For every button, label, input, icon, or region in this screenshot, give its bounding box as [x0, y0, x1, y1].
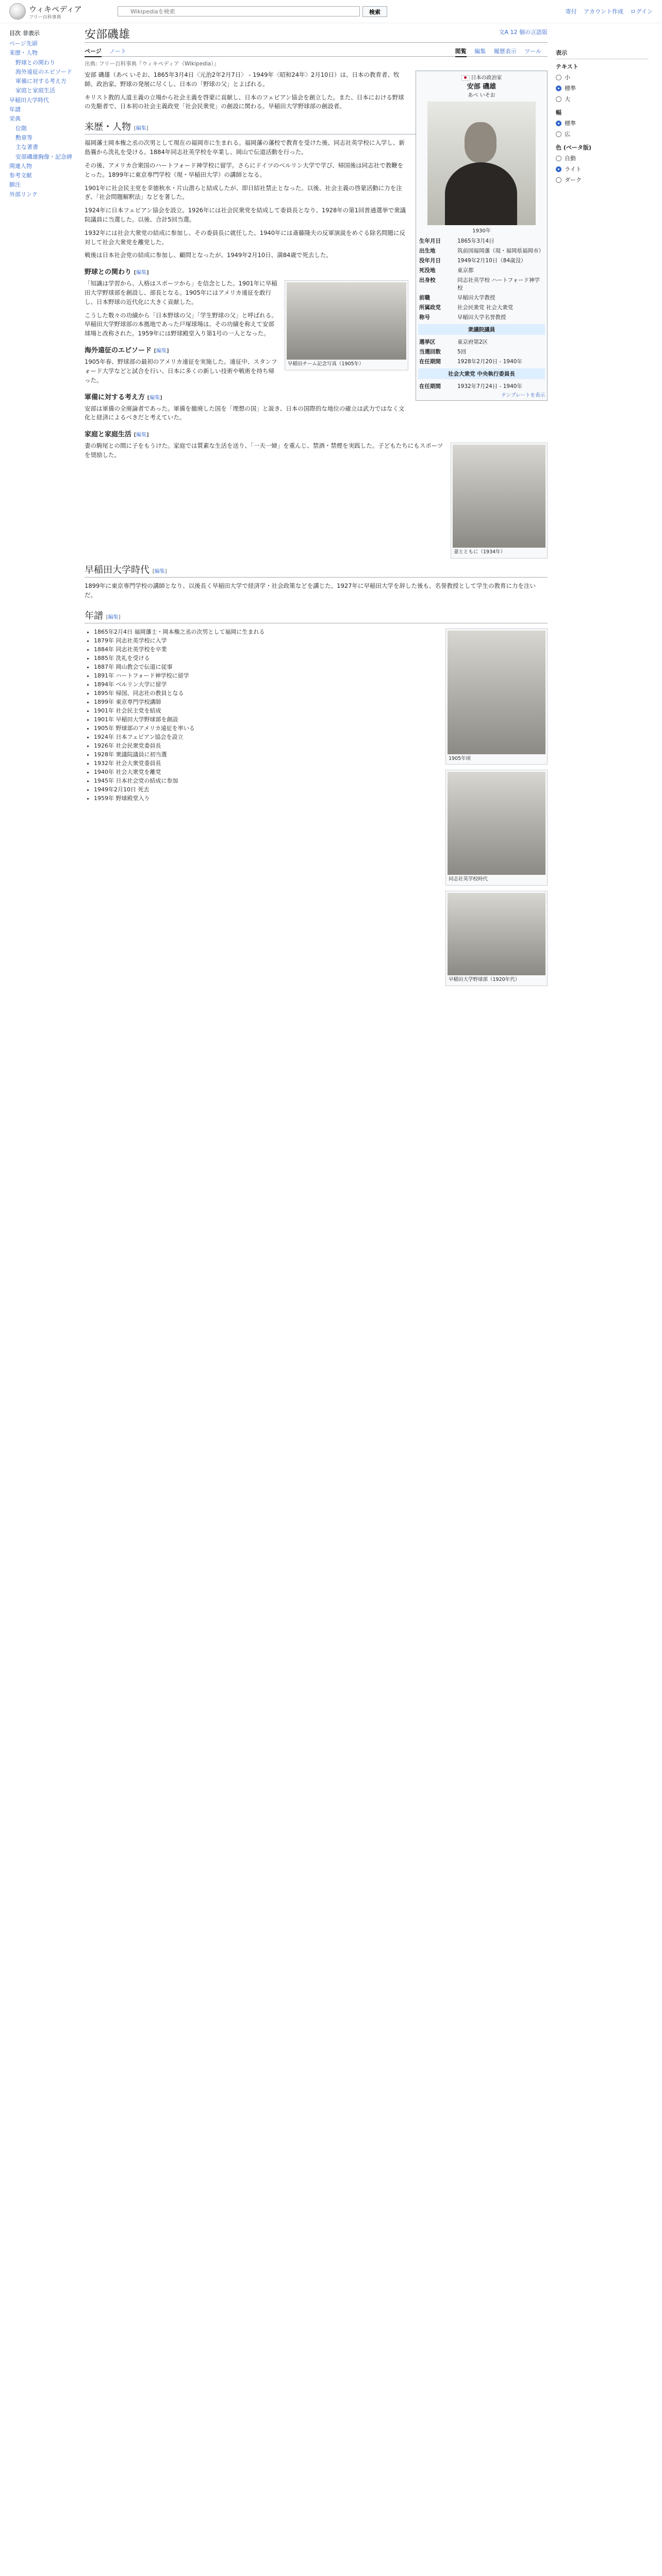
width-standard[interactable]: [556, 119, 649, 127]
infobox-key: 当選回数: [419, 349, 441, 355]
figure: [451, 443, 548, 558]
option-label: 標準: [565, 120, 576, 127]
text-size-label: テキスト: [556, 63, 578, 70]
text-size-small[interactable]: [556, 73, 649, 81]
chronology-item: • 1885年 洗礼を受ける: [94, 654, 548, 663]
chronology-item: • 1894年 ベルリン大学に留学: [94, 680, 548, 689]
appearance-header: 表示: [556, 48, 649, 59]
portrait-face: [465, 122, 496, 162]
intro-paragraph-2: キリスト教的人道主義の立場から社会主義を啓蒙に貢献し、日本のフェビアン協会を創立した。また、日本における野球の先駆者で、日本初の社会主義政党「社会民衆党」の創設に関わる。早稲田大学野球部の創設者。: [85, 93, 404, 110]
arms-paragraph: 安部は軍備の全廃論者であった。軍備を撤廃した国を「理想の国」と説き、日本の国際的な地位の確立は武力ではなく文化と経済によるべきだと考えていた。: [85, 404, 405, 421]
infobox-value: 1928年2月20日 - 1940年: [457, 359, 522, 365]
radio-selected-icon: [556, 166, 561, 172]
chronology-item: • 1926年 社会民衆党委員長: [94, 741, 548, 750]
portrait-body: [445, 162, 517, 225]
portrait-photo-1905[interactable]: [448, 631, 545, 754]
infobox-key: 没年月日: [419, 258, 441, 264]
chronology-item: • 1928年 衆議院議員に初当選: [94, 750, 548, 759]
infobox: [416, 71, 548, 401]
section-heading-waseda: [85, 563, 548, 578]
infobox-value: 1865年3月4日: [457, 238, 494, 244]
infobox-row: [418, 357, 545, 366]
section-heading-family: [85, 429, 548, 438]
toc-item[interactable]: 主な著書: [15, 144, 38, 151]
chronology-item: • 1887年 岡山教会で伝道に従事: [94, 663, 548, 671]
infobox-section-2: 社会大衆党 中央執行委員長: [418, 368, 545, 379]
figure: [445, 770, 548, 886]
language-button[interactable]: 文A 12 個の言語版: [499, 29, 548, 36]
edit-label: 編集: [150, 395, 160, 401]
toc-item[interactable]: 海外遠征のエピソード: [15, 68, 72, 75]
edit-label: 編集: [154, 568, 165, 574]
edit-link[interactable]: [編集]: [154, 348, 169, 354]
page-title: [85, 24, 548, 43]
chronology-item: • 1865年2月4日 福岡藩士・岡本権之丞の次男として福岡に生まれる: [94, 628, 548, 636]
toc-item[interactable]: 外部リンク: [9, 191, 38, 198]
infobox-row: [418, 347, 545, 357]
figure-caption: 早稲田大学野球部（1920年代）: [449, 977, 520, 983]
search-input[interactable]: [118, 6, 360, 16]
chronology-item: • 1891年 ハートフォード神学校に留学: [94, 671, 548, 680]
toc-item[interactable]: ページ先頭: [9, 40, 38, 47]
body-paragraph: 1924年に日本フェビアン協会を設立。1926年には社会民衆党を結成して委員長となり、1928年の第1回普通選挙で衆議院議員に当選した。以後、合計5回当選。: [85, 207, 406, 223]
infobox-value: 5回: [457, 349, 467, 355]
edit-link[interactable]: [編集]: [106, 614, 121, 620]
infobox-kana: あべ いそお: [468, 93, 495, 98]
tab-edit[interactable]: 編集: [474, 48, 486, 55]
figure-caption: 1905年頃: [449, 755, 471, 761]
site-header: [0, 0, 662, 23]
color-auto[interactable]: [556, 154, 649, 162]
radio-selected-icon: [556, 121, 561, 126]
section-title: 軍備に対する考え方: [85, 393, 145, 401]
edit-label: 編集: [108, 614, 119, 620]
edit-label: 編集: [136, 432, 147, 438]
site-name: ウィキペディア: [29, 5, 82, 14]
baseball-team-photo[interactable]: [448, 893, 545, 975]
radio-icon: [556, 156, 561, 161]
infobox-key: 所属政党: [419, 304, 441, 311]
figure: [285, 280, 408, 370]
section-title: 早稲田大学時代: [85, 564, 150, 575]
chronology-item: • 1924年 日本フェビアン協会を設立: [94, 733, 548, 741]
infobox-value: 社会民衆党 社会大衆党: [457, 304, 514, 311]
width-label: 幅: [556, 109, 561, 116]
infobox-flag-label: 日本の政治家: [471, 75, 502, 81]
infobox-value: 1949年2月10日（84歳没）: [457, 258, 526, 264]
toc-item[interactable]: 栄典: [9, 115, 21, 123]
figure-caption: 同志社英学校時代: [449, 876, 488, 883]
infobox-row: [418, 337, 545, 347]
from-wikipedia: 出典: フリー百科事典『ウィキペディア（Wikipedia）』: [85, 61, 219, 67]
family-photo[interactable]: [453, 445, 545, 548]
portrait-image[interactable]: [427, 101, 536, 225]
school-photo[interactable]: [448, 772, 545, 875]
toc-item[interactable]: 参考文献: [9, 172, 32, 179]
tab-history[interactable]: 履歴表示: [493, 48, 517, 55]
toc-item[interactable]: 野球との関わり: [15, 59, 55, 66]
waseda-paragraph: 1899年に東京専門学校の講師となり、以後長く早稲田大学で経済学・社会政策などを講じた。1927年に早稲田大学を辞した後も、名誉教授として学生の教育に力を注いだ。: [85, 582, 536, 599]
section-heading-chronology: [85, 608, 548, 623]
infobox-value: 東京都: [457, 267, 474, 274]
chronology-item: • 1884年 同志社英学校を卒業: [94, 645, 548, 654]
figure-caption: 妻とともに（1934年）: [454, 549, 506, 555]
infobox-key: 前職: [419, 295, 430, 301]
site-logo[interactable]: [9, 3, 87, 21]
portrait-caption: 1930年: [472, 228, 491, 234]
body-paragraph: 「知識は学習から、人格はスポーツから」を信念とした。1901年に早稲田大学野球部を創設し、部長となる。1905年にはアメリカ遠征を敢行し、日本野球の近代化に大きく貢献した。: [85, 280, 277, 306]
toc-item[interactable]: 年譜: [9, 106, 21, 113]
radio-icon: [556, 131, 561, 137]
option-label: 自動: [565, 155, 576, 162]
toc-item[interactable]: 位階: [15, 125, 27, 132]
color-label: 色 (ベータ版): [556, 144, 591, 151]
edit-link[interactable]: [編集]: [152, 568, 167, 574]
chronology-item: • 1940年 社会大衆党を離党: [94, 768, 548, 776]
infobox-value: 早稲田大学名誉教授: [457, 314, 506, 320]
toc-item[interactable]: 早稲田大学時代: [9, 96, 49, 104]
tab-read[interactable]: 閲覧: [455, 48, 467, 57]
chronology-item: • 1949年2月10日 死去: [94, 785, 548, 794]
radio-icon: [556, 177, 561, 183]
edit-label: 編集: [136, 126, 146, 132]
site-tagline: フリー百科事典: [29, 15, 61, 20]
infobox-row: [418, 381, 545, 391]
toc-item[interactable]: 軍備に対する考え方: [15, 78, 67, 85]
infobox-value: 早稲田大学教授: [457, 295, 495, 301]
chronology-item: • 1932年 社会大衆党委員長: [94, 759, 548, 768]
text-size-standard[interactable]: [556, 84, 649, 92]
edit-link[interactable]: [編集]: [134, 432, 149, 438]
infobox-row: [418, 246, 545, 256]
chronology-item: • 1945年 日本社会党の結成に参加: [94, 776, 548, 785]
toc-item[interactable]: 脚注: [9, 181, 21, 189]
body-paragraph: 戦後は日本社会党の結成に参加し、顧問となったが、1949年2月10日、満84歳で死去した。: [85, 251, 332, 259]
toc-item[interactable]: 来歴・人物: [9, 49, 38, 57]
team-photo[interactable]: [287, 282, 406, 360]
tab-talk[interactable]: ノート: [109, 48, 126, 55]
wikipedia-globe-icon: [9, 3, 26, 20]
chronology-item: • 1895年 帰国、同志社の教員となる: [94, 689, 548, 698]
section-title: 家庭と家庭生活: [85, 431, 132, 439]
infobox-row: [418, 312, 545, 322]
tab-page[interactable]: ページ: [85, 48, 102, 57]
color-dark[interactable]: [556, 176, 649, 184]
radio-icon: [556, 96, 561, 102]
radio-icon: [556, 75, 561, 80]
user-links: [560, 7, 653, 15]
infobox-row: [418, 265, 545, 275]
infobox-key: 生年月日: [419, 238, 441, 244]
option-label: ダーク: [565, 177, 582, 183]
infobox-table-2: [418, 337, 545, 366]
infobox-value: 筑前国福岡藩（現・福岡県福岡市）: [457, 248, 544, 254]
option-label: 小: [565, 74, 570, 81]
article-body: [85, 24, 548, 990]
chronology-item: • 1959年 野球殿堂入り: [94, 794, 548, 803]
infobox-row: [418, 275, 545, 293]
infobox-row: [418, 236, 545, 246]
create-account-link[interactable]: アカウント作成: [584, 8, 624, 15]
edit-link[interactable]: [編集]: [134, 126, 148, 132]
search-bar: [118, 6, 396, 18]
body-paragraph: こうした数々の功績から「日本野球の父」「学生野球の父」と呼ばれる。早稲田大学野球部の本拠地であった戸塚球場は、その功績を称えて安部球場と改称された。1959年には野球殿堂入り第1号の一人となった。: [85, 311, 277, 337]
infobox-value: 東京府第2区: [457, 339, 488, 345]
chronology-item: • 1879年 同志社英学校に入学: [94, 636, 548, 645]
infobox-key: 選挙区: [419, 339, 436, 345]
body-paragraph: その後、アメリカ合衆国のハートフォード神学校に留学。さらにドイツのベルリン大学で学び、帰国後は同志社で教鞭をとった。1899年に東京専門学校（現・早稲田大学）の講師となる。: [85, 161, 404, 178]
chronology-item: • 1901年 社会民主党を結成: [94, 706, 548, 715]
toc-item[interactable]: 安部磯雄胸像・記念碑: [15, 153, 72, 160]
overseas-paragraph: 1905年春、野球部の最初のアメリカ遠征を実施した。遠征中、スタンフォード大学などと試合を行い、日本に多くの新しい技術や戦術を持ち帰った。: [85, 358, 277, 384]
edit-label: 編集: [136, 270, 147, 276]
option-label: ライト: [565, 166, 582, 173]
text-size-large[interactable]: [556, 95, 649, 103]
appearance-panel: [556, 43, 649, 187]
tab-tools[interactable]: ツール: [524, 48, 541, 55]
login-link[interactable]: ログイン: [630, 8, 653, 15]
infobox-key: 出生地: [419, 248, 436, 254]
japan-flag-icon: [461, 75, 470, 81]
body-paragraph: 1901年に社会民主党を幸徳秋水・片山潜らと結成したが、即日結社禁止となった。以後、社会主義の啓蒙活動に力を注ぎ、「社会問題解釈法」などを著した。: [85, 184, 402, 201]
figure: [445, 891, 548, 986]
section-title: 来歴・人物: [85, 122, 131, 133]
section-title: 野球との関わり: [85, 268, 132, 277]
radio-selected-icon: [556, 86, 561, 91]
edit-link[interactable]: [編集]: [134, 270, 149, 276]
body-paragraph: 1932年には社会大衆党の結成に参加し、その委員長に就任した。1940年には斎藤隆夫の反軍演説をめぐる除名問題に反対して社会大衆党を離党した。: [85, 229, 406, 246]
donate-link[interactable]: 寄付: [565, 8, 577, 15]
section-title: 年譜: [85, 610, 103, 621]
chronology-item: • 1905年 野球部のアメリカ遠征を率いる: [94, 724, 548, 733]
edit-label: 編集: [156, 348, 167, 354]
page-tabs: [85, 45, 548, 57]
infobox-key: 死没地: [419, 267, 436, 274]
figure-caption: 早稲田チーム記念写真（1905年）: [288, 361, 364, 367]
infobox-key: 在任期間: [419, 383, 441, 389]
infobox-row: [418, 256, 545, 265]
infobox-key: 在任期間: [419, 359, 441, 365]
template-link[interactable]: テンプレートを表示: [501, 393, 545, 398]
infobox-section-1: 衆議院議員: [418, 324, 545, 335]
family-paragraph: 妻の駒尾との間に子をもうけた。家庭では質素な生活を送り、「一夫一婦」を重んじ、禁酒・禁煙を実践した。子どもたちにもスポーツを奨励した。: [85, 442, 443, 459]
body-paragraph: 福岡藩士岡本権之丞の次男として現在の福岡市に生まれる。福岡藩の藩校で教育を受けた後、同志社英学校に入学し、新島襄から洗礼を受ける。1884年同志社英学校を卒業し、岡山で伝道活動を行った。: [85, 139, 405, 156]
toc-header: 目次 非表示: [9, 30, 40, 37]
figure: [445, 629, 548, 765]
option-label: 標準: [565, 85, 576, 92]
infobox-value: 同志社英学校 ハートフォード神学校: [457, 277, 540, 291]
infobox-row: [418, 302, 545, 312]
width-wide[interactable]: [556, 130, 649, 138]
infobox-key: 称号: [419, 314, 430, 320]
infobox-row: [418, 293, 545, 302]
infobox-key: 出身校: [419, 277, 436, 283]
infobox-category: [418, 73, 545, 81]
infobox-table: [418, 236, 545, 322]
page-title-text: 安部磯雄: [85, 28, 130, 41]
toc-item[interactable]: 勲章等: [15, 134, 32, 141]
option-label: 広: [565, 131, 570, 138]
color-light[interactable]: [556, 165, 649, 173]
chronology-item: • 1899年 東京専門学校講師: [94, 698, 548, 706]
intro-paragraph: 安部 磯雄（あべ いそお、1865年3月4日〈元治2年2月7日〉 - 1949年〈昭和24年〉2月10日）は、日本の教育者、牧師、政治家。野球の発展に尽くし、日本の「野球の父」とよばれる。: [85, 71, 400, 88]
option-label: 大: [565, 96, 570, 103]
infobox-name: 安部 磯雄: [467, 83, 496, 91]
section-title: 海外遠征のエピソード: [85, 347, 152, 355]
search-button[interactable]: 検索: [362, 6, 387, 17]
toc-sidebar: [9, 29, 76, 200]
chronology-item: • 1901年 早稲田大学野球部を創設: [94, 715, 548, 724]
toc-item[interactable]: 関連人物: [9, 162, 32, 170]
language-count: 12 個の言語版: [510, 29, 548, 36]
infobox-table-3: [418, 381, 545, 391]
toc-item[interactable]: 家庭と家庭生活: [15, 87, 55, 94]
edit-link[interactable]: [編集]: [147, 395, 162, 401]
infobox-value: 1932年7月24日 - 1940年: [457, 383, 522, 389]
